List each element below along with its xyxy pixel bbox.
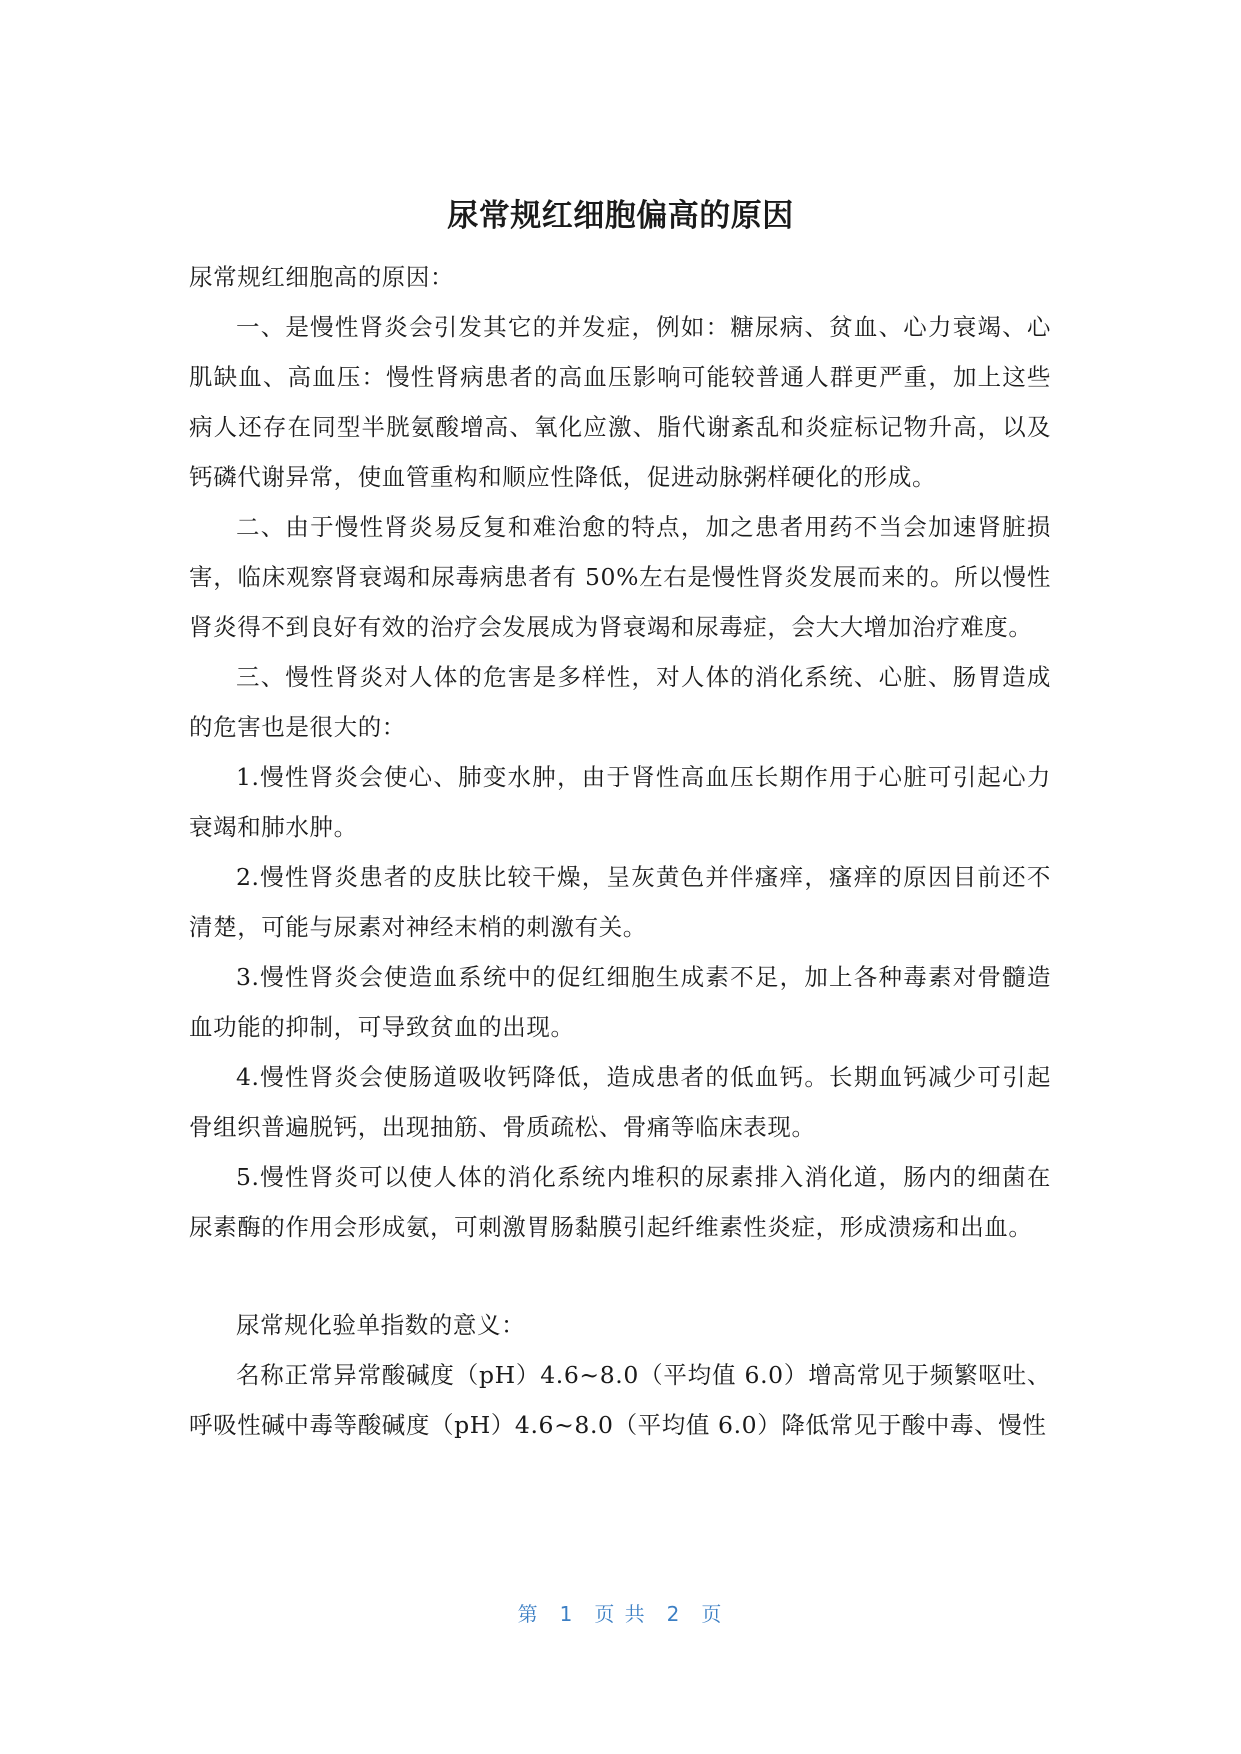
footer-prefix: 第 [517,1602,540,1626]
page-footer [0,1598,1241,1627]
list-item-4: 4.慢性肾炎会使肠道吸收钙降低，造成患者的低血钙。长期血钙减少可引起骨组织普遍脱钙，出现抽筋、骨质疏松、骨痛等临床表现。 [189,1063,1051,1141]
document-body [189,252,1051,1450]
paragraph-reason-3: 三、慢性肾炎对人体的危害是多样性，对人体的消化系统、心脏、肠胃造成的危害也是很大的： [189,663,1051,741]
paragraph-reason-1: 一、是慢性肾炎会引发其它的并发症，例如：糖尿病、贫血、心力衰竭、心肌缺血、高血压：慢性肾病患者的高血压影响可能较普通人群更严重，加上这些病人还存在同型半胱氨酸增高、氧化应激、脂代谢紊乱和炎症标记物升高，以及钙磷代谢异常，使血管重构和顺应性降低，促进动脉粥样硬化的形成。 [189,313,1051,491]
footer-mid: 页 共 [594,1602,647,1626]
list-item-3: 3.慢性肾炎会使造血系统中的促红细胞生成素不足，加上各种毒素对骨髓造血功能的抑制，可导致贫血的出现。 [189,963,1051,1041]
footer-total-pages: 2 [666,1602,682,1626]
intro-heading: 尿常规红细胞高的原因： [189,263,455,291]
list-item-2: 2.慢性肾炎患者的皮肤比较干燥，呈灰黄色并伴瘙痒，瘙痒的原因目前还不清楚，可能与尿素对神经末梢的刺激有关。 [189,863,1051,941]
section-heading-urinalysis: 尿常规化验单指数的意义： [236,1311,526,1339]
section-spacer [189,1252,1051,1300]
paragraph-reason-2: 二、由于慢性肾炎易反复和难治愈的特点，加之患者用药不当会加速肾脏损害，临床观察肾衰竭和尿毒病患者有 50%左右是慢性肾炎发展而来的。所以慢性肾炎得不到良好有效的治疗会发展成为肾衰竭和尿毒症，会大大增加治疗难度。 [189,513,1051,641]
list-item-5: 5.慢性肾炎可以使人体的消化系统内堆积的尿素排入消化道，肠内的细菌在尿素酶的作用会形成氨，可刺激胃肠黏膜引起纤维素性炎症，形成溃疡和出血。 [189,1163,1051,1241]
page-title: 尿常规红细胞偏高的原因 [447,198,794,234]
list-item-1: 1.慢性肾炎会使心、肺变水肿，由于肾性高血压长期作用于心脏可引起心力衰竭和肺水肿。 [189,763,1051,841]
footer-suffix: 页 [701,1602,724,1626]
footer-current-page: 1 [559,1602,575,1626]
paragraph-ph-values: 名称正常异常酸碱度（pH）4.6~8.0（平均值 6.0）增高常见于频繁呕吐、呼吸性碱中毒等酸碱度（pH）4.6~8.0（平均值 6.0）降低常见于酸中毒、慢性 [189,1361,1051,1439]
